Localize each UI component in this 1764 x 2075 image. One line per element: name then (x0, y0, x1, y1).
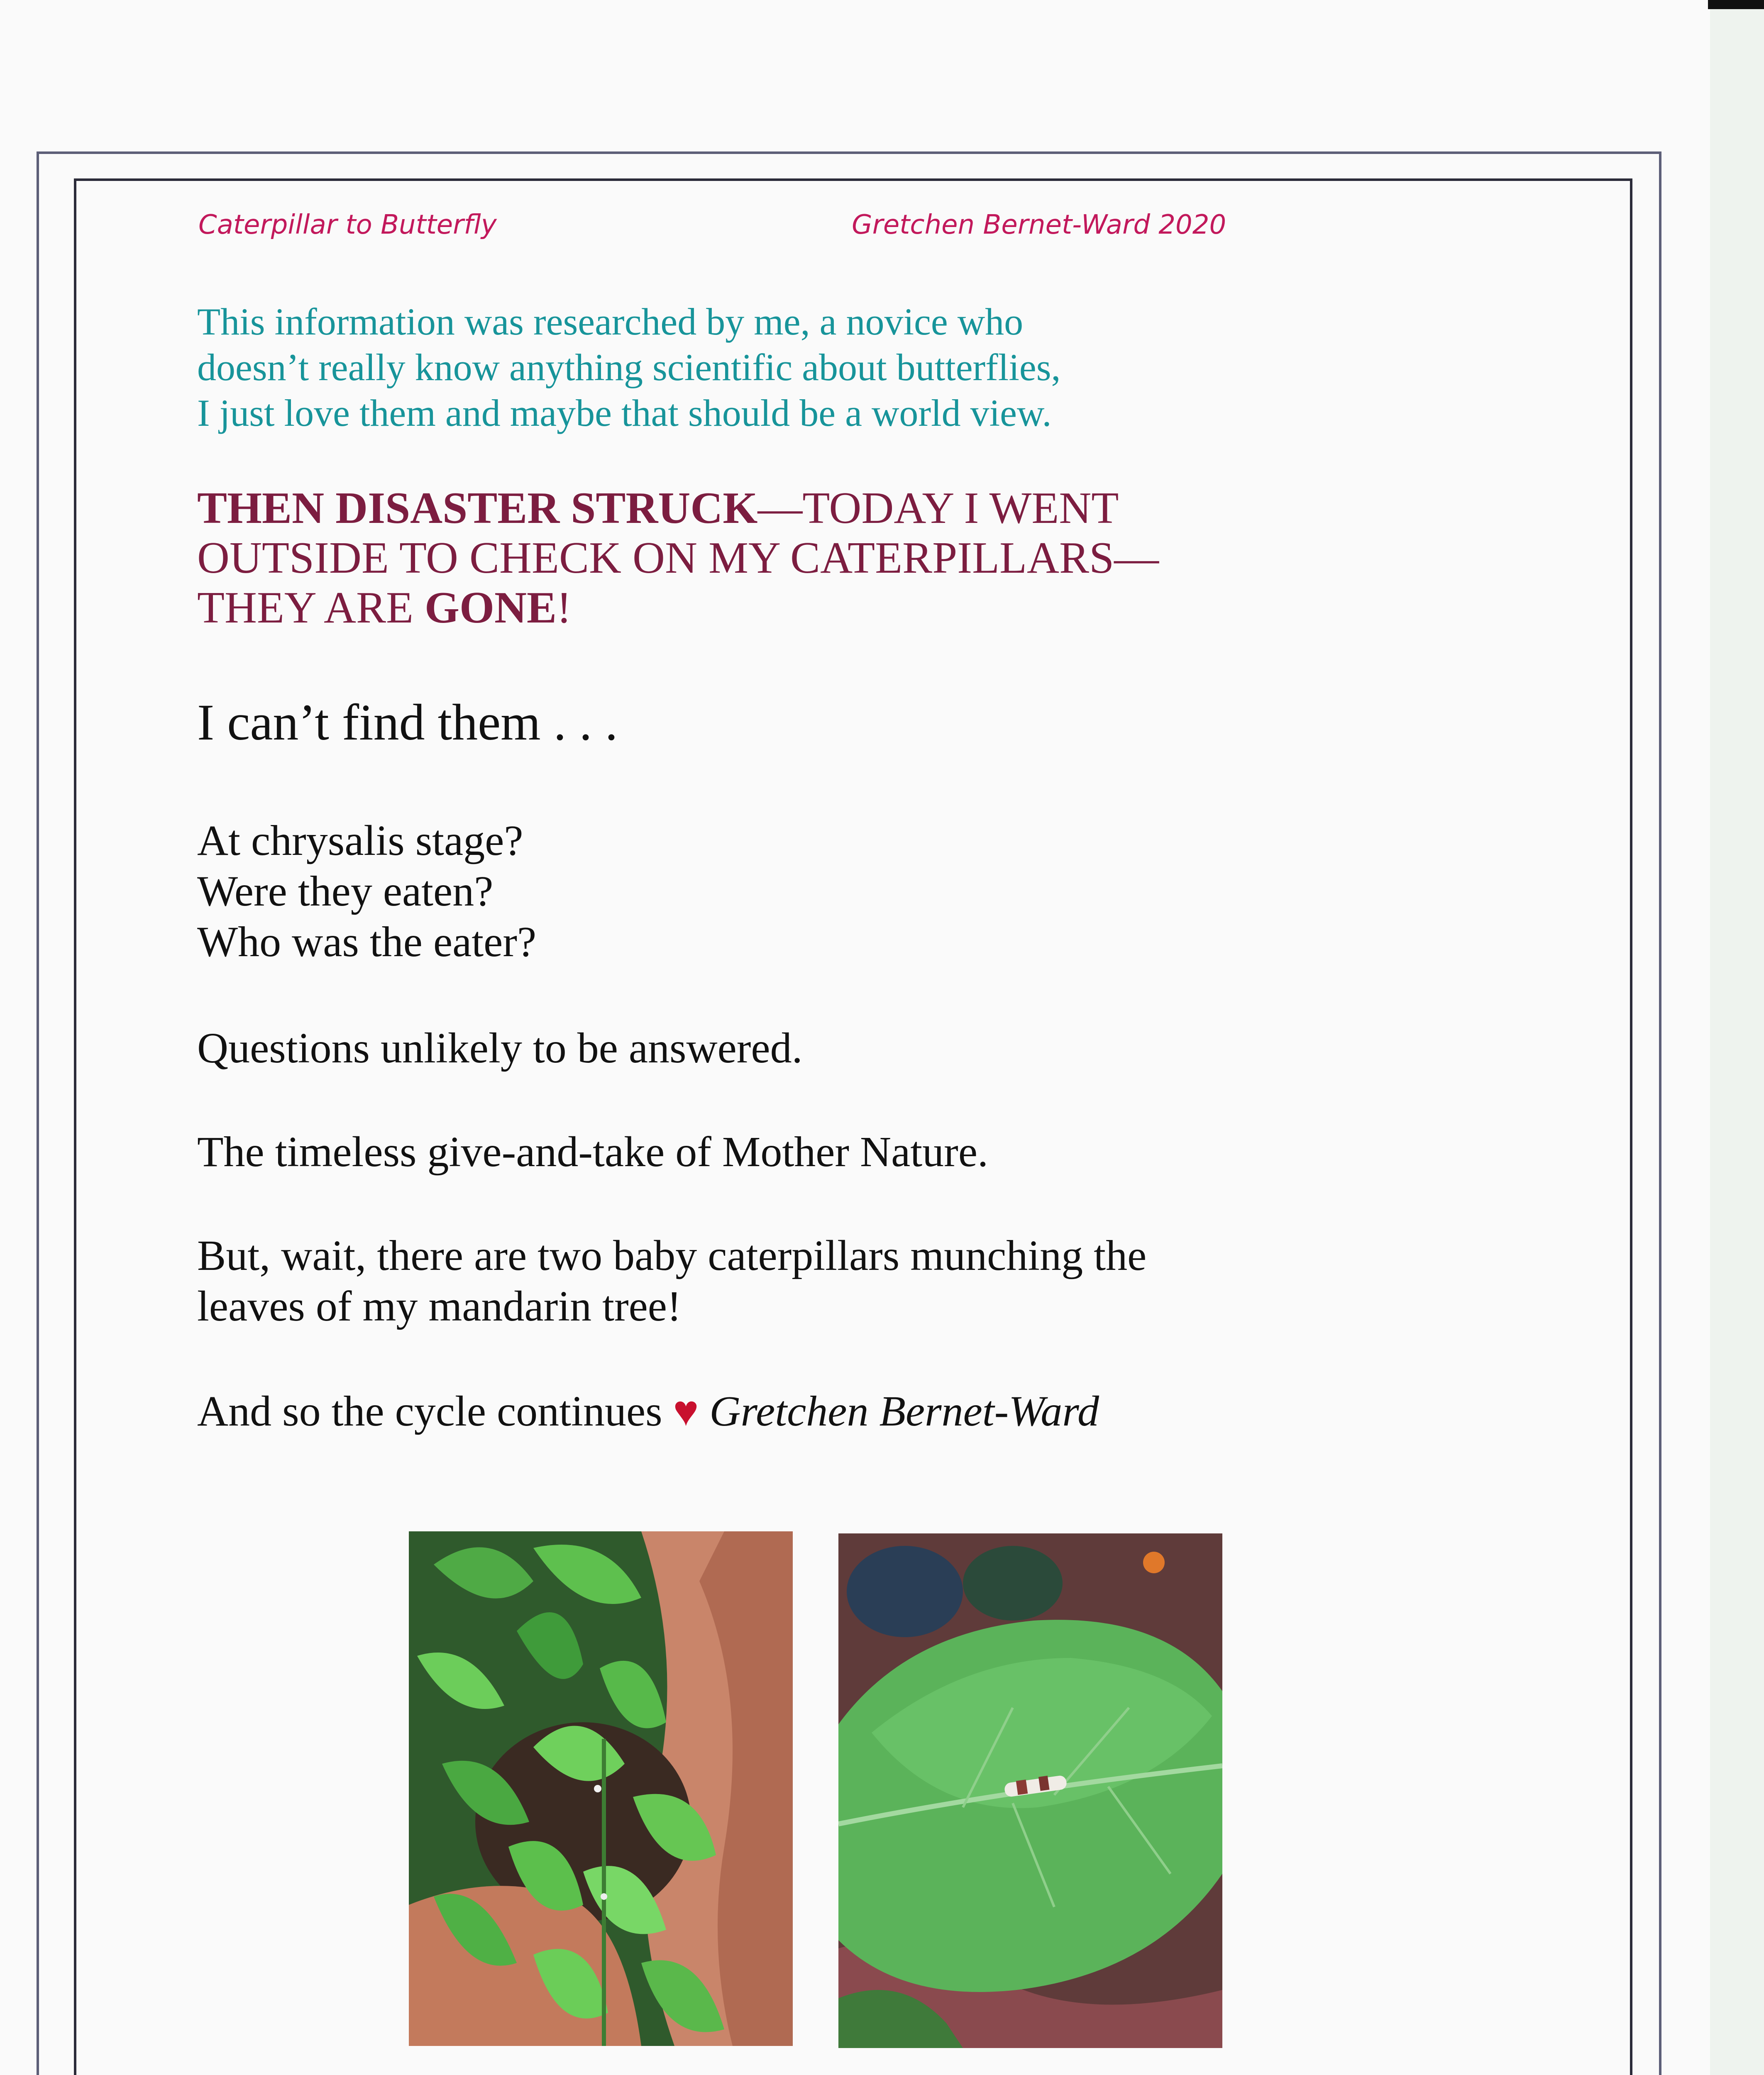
scan-mark (1708, 0, 1764, 9)
wait-paragraph (197, 1230, 1422, 1332)
header-title: Caterpillar to Butterfly (198, 210, 497, 240)
closing-line (197, 1386, 1422, 1437)
timeless-line: The timeless give-and-take of Mother Nature. (197, 1128, 988, 1176)
wait-line: leaves of my mandarin tree! (197, 1282, 682, 1330)
disaster-line (197, 483, 1401, 533)
question-line: Who was the eater? (197, 918, 537, 966)
intro-line: This information was researched by me, a novice who (197, 300, 1024, 343)
closing-text: And so the cycle continues (197, 1387, 662, 1435)
intro-line: I just love them and maybe that should be a world view. (197, 392, 1052, 434)
question-line: Were they eaten? (197, 867, 494, 915)
disaster-bold: GONE (424, 583, 557, 632)
questions-block (197, 815, 1422, 967)
question-line: At chrysalis stage? (197, 817, 523, 864)
cant-find-line: I can’t find them . . . (197, 694, 618, 751)
disaster-text: —TODAY I WENT (757, 483, 1119, 533)
disaster-line (197, 583, 1401, 633)
signature: Gretchen Bernet-Ward (709, 1387, 1099, 1435)
unlikely-line: Questions unlikely to be answered. (197, 1024, 803, 1072)
heart-icon: ♥ (673, 1387, 699, 1435)
disaster-paragraph (197, 483, 1401, 633)
wait-line: But, wait, there are two baby caterpillars munching the (197, 1232, 1147, 1279)
header-author: Gretchen Bernet-Ward 2020 (852, 210, 1226, 240)
disaster-text: THEY ARE (197, 583, 425, 632)
page-edge (1710, 0, 1764, 2075)
caterpillar-leaf-photo (838, 1533, 1222, 2048)
intro-paragraph (197, 299, 1318, 436)
disaster-text: ! (557, 583, 572, 632)
intro-line: doesn’t really know anything scientific about butterflies, (197, 346, 1061, 388)
disaster-line: OUTSIDE TO CHECK ON MY CATERPILLARS— (197, 533, 1159, 583)
mandarin-tree-photo (409, 1531, 793, 2046)
disaster-bold: THEN DISASTER STRUCK (197, 483, 758, 533)
